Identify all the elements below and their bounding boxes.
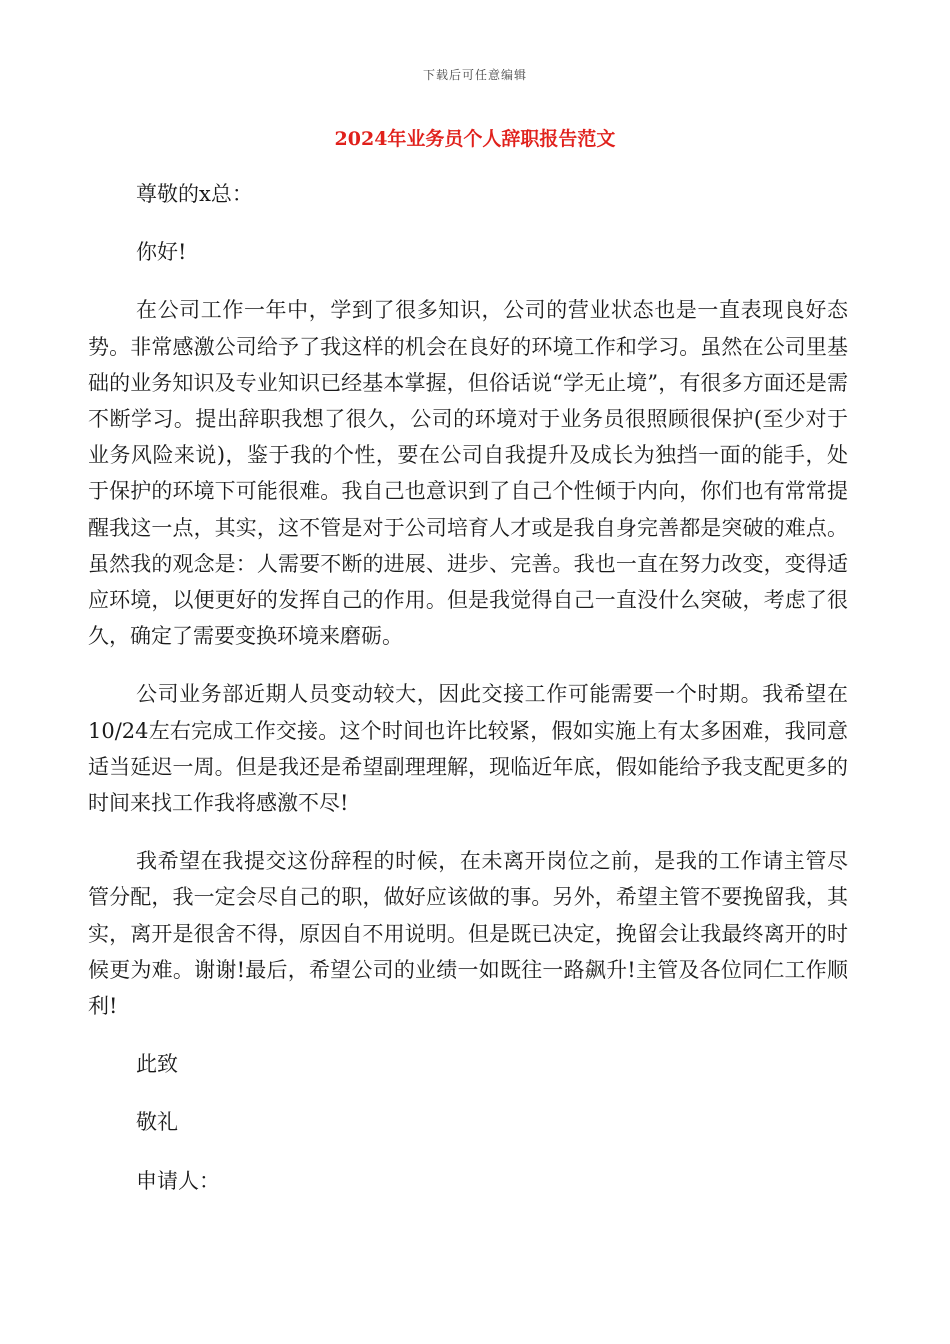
closing-ci-zhi: 此致	[136, 1052, 178, 1077]
letter-body	[88, 176, 848, 1199]
paragraph-3: 我希望在我提交这份辞程的时候，在未离开岗位之前，是我的工作请主管尽管分配，我一定会尽自己的职，做好应该做的事。另外，希望主管不要挽留我，其实，离开是很舍不得，原因自不用说明。但是既已决定，挽留会让我最终离开的时候更为难。谢谢!最后，希望公司的业绩一如既往一路飙升!主管及各位同仁工作顺利!	[88, 849, 848, 1019]
spacer	[88, 654, 848, 676]
paragraph-1: 在公司工作一年中，学到了很多知识，公司的营业状态也是一直表现良好态势。非常感激公司给予了我这样的机会在良好的环境工作和学习。虽然在公司里基础的业务知识及专业知识已经基本掌握，但俗话说“学无止境”，有很多方面还是需不断学习。提出辞职我想了很久，公司的环境对于业务员很照顾很保护(至少对于业务风险来说)，鉴于我的个性，要在公司自我提升及成长为独挡一面的能手，处于保护的环境下可能很难。我自己也意识到了自己个性倾于内向，你们也有常常提醒我这一点，其实，这不管是对于公司培育人才或是我自身完善都是突破的难点。虽然我的观念是：人需要不断的进展、进步、完善。我也一直在努力改变，变得适应环境，以便更好的发挥自己的作用。但是我觉得自己一直没什么突破，考虑了很久，确定了需要变换环境来磨砺。	[88, 298, 848, 649]
spacer	[88, 1024, 848, 1046]
spacer	[88, 212, 848, 234]
spacer	[88, 1082, 848, 1104]
document-title: 2024年业务员个人辞职报告范文	[334, 128, 616, 150]
signature-label: 申请人：	[136, 1168, 220, 1193]
spacer	[88, 1141, 848, 1163]
paragraph-2: 公司业务部近期人员变动较大，因此交接工作可能需要一个时期。我希望在10/24左右完成工作交接。这个时间也许比较紧，假如实施上有太多困难，我同意适当延迟一周。但是我还是希望副理理解，现临近年底，假如能给予我支配更多的时间来找工作我将感激不尽!	[88, 682, 848, 816]
salutation: 尊敬的x总：	[136, 182, 253, 206]
closing-jing-li: 敬礼	[136, 1110, 178, 1135]
header-note: 下载后可任意编辑	[422, 68, 527, 82]
spacer	[88, 270, 848, 292]
greeting: 你好!	[136, 240, 187, 265]
spacer	[88, 821, 848, 843]
